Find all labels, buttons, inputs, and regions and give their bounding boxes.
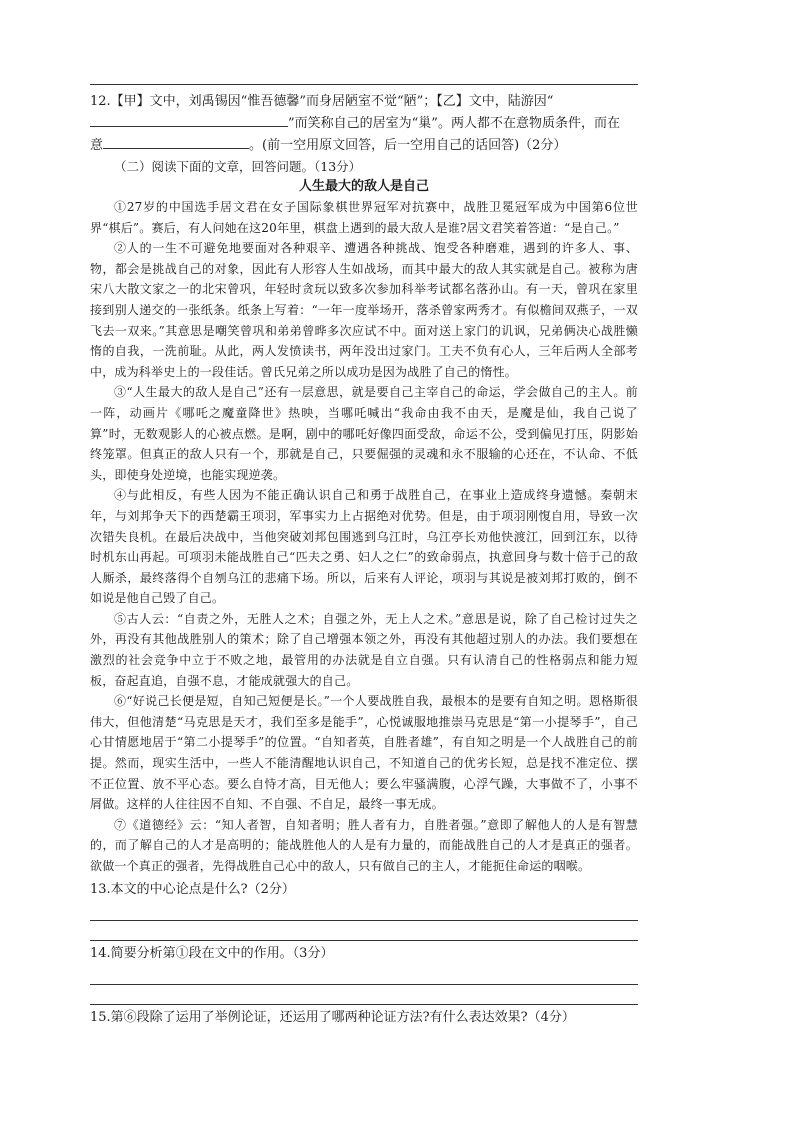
fill-blank-1[interactable] bbox=[90, 114, 288, 127]
answer-line-13b[interactable] bbox=[90, 921, 638, 941]
article-paragraph-3: ③“人生最大的敌人是自己”还有一层意思，就是要自己主宰自己的命运，学会做自己的主人。前一阵，动画片《哪吒之魔童降世》热映，当哪吒喊出“我命由我不由天，是魔是仙，我自己说了算”时，无数观影人的心被点燃。是啊，剧中的哪吒好像四面受敌，命运不公，受到偏见打压，阴影始终笼罩。但真正的敌人只有一个，那就是自己，只要倔强的灵魂和永不服输的心还在，不认命、不低头，即使身处逆境，也能实现逆袭。 bbox=[90, 385, 638, 482]
article-title: 人生最大的敌人是自己 bbox=[298, 179, 429, 194]
exam-page bbox=[90, 84, 638, 1029]
fill-blank-2[interactable] bbox=[103, 136, 249, 149]
question-12-line3-prefix: 意 bbox=[90, 138, 104, 153]
article-paragraph-4: ④与此相反，有些人因为不能正确认识自己和勇于战胜自己，在事业上造成终身遗憾。秦朝末年，与刘邦争天下的西楚霸王项羽，军事实力上占据绝对优势。但是，由于项羽刚愎自用，导致一次次错失良机。在最后决战中，当他突破刘邦包围逃到乌江时，乌江亭长劝他快渡江，回到江东，以待时机东山再起。可项羽未能战胜自己“匹夫之勇、妇人之仁”的致命弱点，执意回身与数十倍于己的敌人厮杀，最终落得个自刎乌江的悲痛下场。所以，后来有人评论，项羽与其说是被刘邦打败的，倒不如说是他自己毁了自己。 bbox=[90, 488, 638, 606]
question-12 bbox=[90, 91, 638, 157]
article-paragraph-1: ①27岁的中国选手居文君在女子国际象棋世界冠军对抗赛中，战胜卫冕冠军成为中国第6位世界“棋后”。赛后，有人问她在这20年里，棋盘上遇到的最大敌人是谁?居文君笑着答道：“是自己。” bbox=[90, 200, 638, 235]
question-12-line3-text: 。(前一空用原文回答，后一空用自己的话回答)（2分） bbox=[249, 138, 567, 153]
question-13: 13.本文的中心论点是什么?（2分） bbox=[90, 881, 295, 897]
answer-line-top bbox=[90, 84, 638, 85]
article-paragraph-2: ②人的一生不可避免地要面对各种艰辛、遭遇各种挑战、饱受各种磨难，遇到的许多人、事、物，都会是挑战自己的对象，因此有人形容人生如战场，而其中最大的敌人其实就是自己。被称为唐宋八大散文家之一的北宋曾巩，年轻时贪玩以致多次参加科举考试都名落孙山。有一天，曾巩在家里接到别人递交的一张纸条。纸条上写着：“一年一度举场开，落杀曾家两秀才。有似檐间双燕子，一双飞去一双来。”其意思是嘲笑曾巩和弟弟曾晔多次应试不中。面对送上家门的讥讽，兄弟俩决心战胜懒惰的自我，一洗前耻。从此，两人发愤读书，两年没出过家门。工夫不负有心人，三年后两人全部考中，成为科举史上的一段佳话。曾氏兄弟之所以成功是因为战胜了自己的惰性。 bbox=[90, 241, 638, 379]
answer-line-13a[interactable] bbox=[90, 901, 638, 921]
question-12-line2-text: ”而笑称自己的居室为“巢”。两人都不在意物质条件，而在 bbox=[288, 116, 620, 131]
answer-line-14a[interactable] bbox=[90, 965, 638, 985]
question-15: 15.第⑥段除了运用了举例论证，还运用了哪两种论证方法?有什么表达效果?（4分） bbox=[90, 1009, 575, 1025]
article-paragraph-7: ⑦《道德经》云：“知人者智，自知者明；胜人者有力，自胜者强。”意即了解他人的人是有智慧的，而了解自己的人才是高明的；能战胜他人的人是有力量的，而能战胜自己的人才是真正的强者。欲做一个真正的强者，先得战胜自己心中的敌人，只有做自己的主人，才能扼住命运的咽喉。 bbox=[90, 817, 638, 873]
answer-line-14b[interactable] bbox=[90, 985, 638, 1005]
question-12-line1: 12.【甲】文中，刘禹锡因“惟吾德馨”而身居陋室不觉“陋”；【乙】文中，陆游因“ bbox=[90, 94, 554, 109]
article-paragraph-6: ⑥“好说己长便是短，自知己短便是长。”一个人要战胜自我，最根本的是要有自知之明。恩格斯很伟大，但他清楚“马克思是天才，我们至多是能手”，心悦诚服地推崇马克思是“第一小提琴手”，自己心甘情愿地居于“第二小提琴手”的位置。“自知者英，自胜者雄”，有自知之明是一个人战胜自己的前提。然而，现实生活中，一些人不能清醒地认识自己，不知道自己的优劣长短，总是找不准定位、摆不正位置、放不平心态。要么自恃才高，目无他人；要么牢骚满腹，心浮气躁，大事做不了，小事不屑做。这样的人往往因不自知、不自强、不自足，最终一事无成。 bbox=[90, 694, 638, 812]
section-heading: （二）阅读下面的文章，回答问题。（13分） bbox=[114, 159, 362, 174]
question-12-line3 bbox=[90, 135, 638, 157]
question-12-line2 bbox=[90, 113, 638, 135]
article-paragraph-5: ⑤古人云：“自责之外，无胜人之术；自强之外，无上人之术。”意思是说，除了自己检讨过失之外，再没有其他战胜别人的策术；除了自己增强本领之外，再没有其他超过别人的办法。我们要想在激烈的社会竞争中立于不败之地，最管用的办法就是自立自强。只有认清自己的性格弱点和能力短板，奋起直追，自强不息，才能成就强大的自己。 bbox=[90, 611, 638, 688]
question-14: 14.简要分析第①段在文中的作用。（3分） bbox=[90, 945, 334, 961]
